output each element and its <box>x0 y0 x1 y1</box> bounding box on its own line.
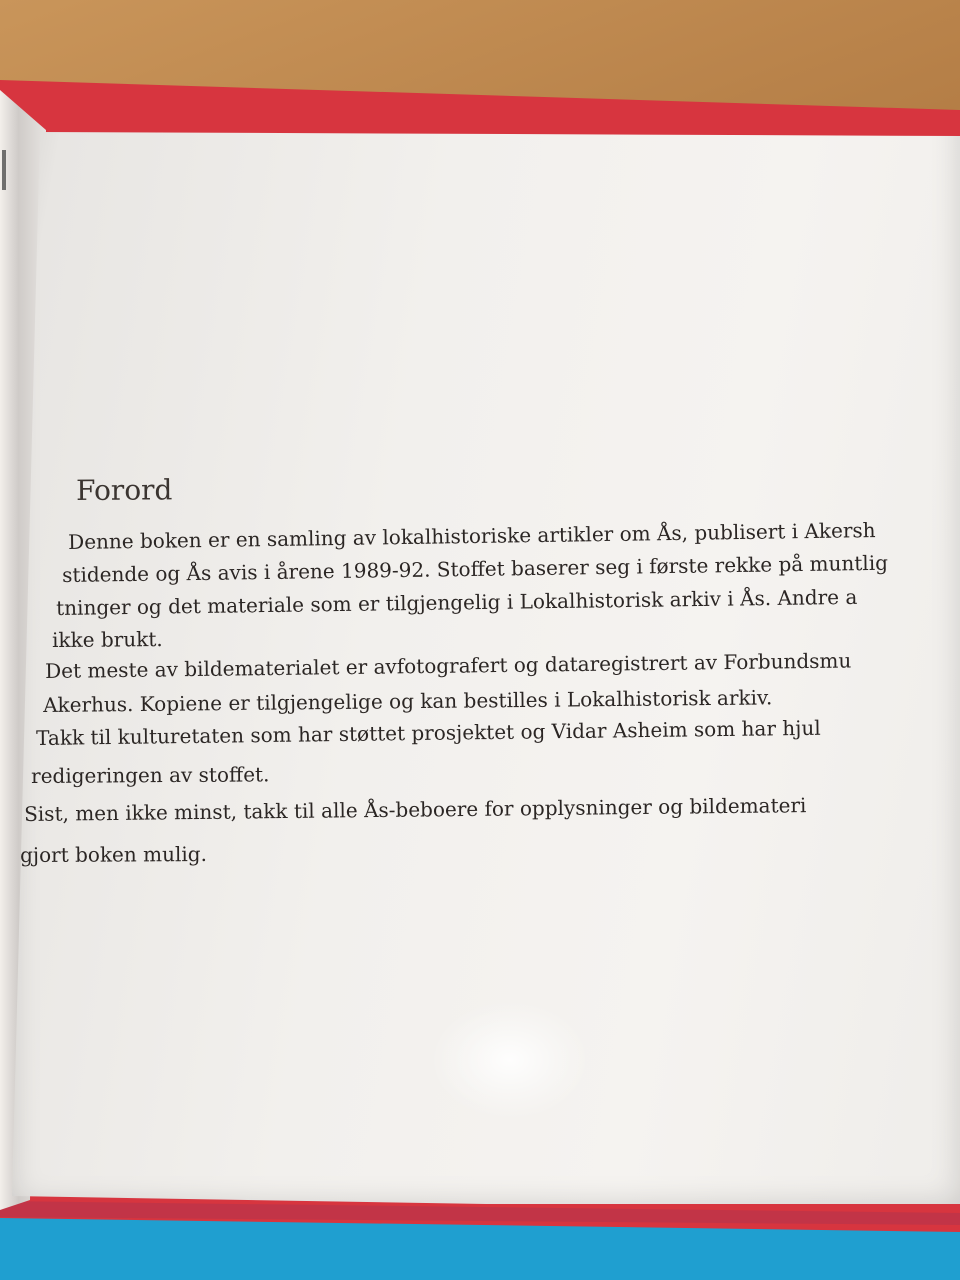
text-line: Akerhus. Kopiene er tilgjengelige og kan bestilles i Lokalhistorisk arkiv. <box>43 685 773 717</box>
text-line: ikke brukt. <box>52 627 163 652</box>
text-line: Denne boken er en samling av lokalhistoriske artikler om Ås, publisert i Akersh <box>68 518 876 554</box>
text-line: stidende og Ås avis i årene 1989-92. Stoffet baserer seg i første rekke på muntlig <box>62 550 889 587</box>
text-line: Sist, men ikke minst, takk til alle Ås-beboere for opplysninger og bildemateri <box>24 793 807 826</box>
text-line: Takk til kulturetaten som har støttet prosjektet og Vidar Asheim som har hjul <box>36 715 821 750</box>
text-line: redigeringen av stoffet. <box>31 762 270 788</box>
text-line: tninger og det materiale som er tilgjengelig i Lokalhistorisk arkiv i Ås. Andre a <box>56 584 858 620</box>
text-line: Det meste av bildematerialet er avfotografert og dataregistrert av Forbundsmu <box>45 648 852 683</box>
page-heading: Forord <box>76 473 173 507</box>
light-glare <box>430 1000 590 1120</box>
spine-mark <box>2 150 6 190</box>
text-line: gjort boken mulig. <box>20 842 207 867</box>
